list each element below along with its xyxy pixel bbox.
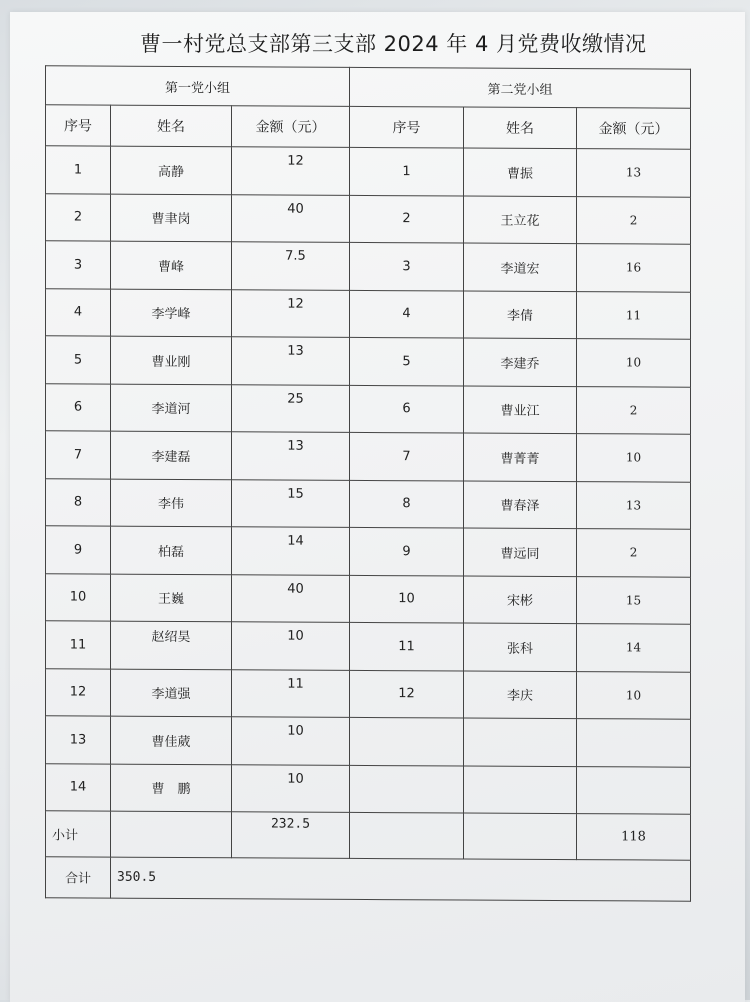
table-row	[46, 288, 691, 339]
member-name: 柏磊	[111, 526, 232, 574]
empty-cell	[350, 812, 464, 858]
member-name: 赵绍昊	[111, 621, 232, 669]
member-no: 12	[46, 668, 111, 716]
table-row	[46, 526, 691, 577]
member-no: 10	[350, 575, 464, 623]
member-amount	[577, 719, 691, 767]
table-row	[46, 478, 691, 529]
member-no: 4	[350, 290, 464, 338]
member-name: 曹佳葳	[111, 716, 232, 764]
member-name: 曹聿岗	[111, 194, 232, 242]
member-name: 李建磊	[111, 431, 232, 479]
member-no: 7	[46, 431, 111, 479]
table-row	[46, 193, 691, 244]
group2-subtotal: 118	[577, 814, 691, 860]
table-row	[46, 146, 691, 197]
member-no: 7	[350, 432, 464, 480]
subtotal-row	[46, 811, 691, 860]
member-amount: 10	[577, 671, 691, 719]
member-no: 5	[46, 336, 111, 384]
member-amount: 2	[577, 196, 691, 244]
total-value: 350.5	[111, 857, 691, 902]
member-name	[464, 718, 577, 766]
member-no	[350, 765, 464, 813]
party-fee-table	[45, 65, 691, 901]
member-name: 宋彬	[464, 576, 577, 624]
header-amount: 金额（元）	[232, 106, 350, 148]
table-row	[46, 668, 691, 719]
member-name: 曹业江	[464, 386, 577, 434]
member-no: 5	[350, 337, 464, 385]
member-amount: 40	[232, 194, 350, 242]
member-no: 14	[46, 763, 111, 811]
member-name: 曹菁菁	[464, 433, 577, 481]
member-no: 9	[350, 527, 464, 575]
subtotal-label: 小计	[46, 811, 111, 857]
member-amount: 15	[577, 576, 691, 624]
table-row	[46, 716, 691, 767]
header-amount: 金额（元）	[577, 108, 691, 150]
empty-cell	[464, 813, 577, 859]
member-no: 3	[350, 242, 464, 290]
table-row	[46, 383, 691, 434]
member-amount: 10	[577, 434, 691, 482]
member-no: 11	[350, 622, 464, 670]
member-no: 13	[46, 716, 111, 764]
member-no: 6	[350, 385, 464, 433]
group2-title: 第二党小组	[350, 67, 691, 108]
member-no: 10	[46, 573, 111, 621]
member-name: 李倩	[464, 291, 577, 339]
group1-subtotal: 232.5	[232, 812, 350, 858]
table-row	[46, 241, 691, 292]
member-amount: 11	[577, 291, 691, 339]
member-no: 8	[46, 478, 111, 526]
total-label: 合计	[46, 856, 111, 898]
member-amount: 12	[232, 289, 350, 337]
member-amount	[577, 766, 691, 814]
member-amount: 13	[577, 481, 691, 529]
member-amount: 25	[232, 384, 350, 432]
member-name: 曹春泽	[464, 481, 577, 529]
page-title: 曹一村党总支部第三支部 2024 年 4 月党费收缴情况	[140, 32, 647, 56]
empty-cell	[111, 811, 232, 857]
member-no: 8	[350, 480, 464, 528]
member-no: 1	[350, 147, 464, 195]
member-name: 李建乔	[464, 338, 577, 386]
member-no: 1	[46, 146, 111, 194]
group-header-row	[46, 66, 691, 108]
member-amount: 12	[232, 147, 350, 195]
member-name: 王立花	[464, 196, 577, 244]
member-name: 李道强	[111, 669, 232, 717]
member-no: 2	[46, 193, 111, 241]
member-name: 曹峰	[111, 241, 232, 289]
member-name: 曹远同	[464, 528, 577, 576]
member-amount: 13	[232, 337, 350, 385]
member-name: 曹振	[464, 148, 577, 196]
member-amount: 10	[577, 339, 691, 387]
table-row	[46, 336, 691, 387]
total-row	[46, 856, 691, 901]
member-name	[464, 766, 577, 814]
member-amount: 11	[232, 669, 350, 717]
member-name: 李伟	[111, 479, 232, 527]
member-name: 曹 鹏	[111, 764, 232, 812]
member-no: 9	[46, 526, 111, 574]
member-amount: 10	[232, 764, 350, 812]
member-no: 2	[350, 195, 464, 243]
header-no: 序号	[350, 106, 464, 148]
member-amount: 2	[577, 386, 691, 434]
member-name: 李学峰	[111, 289, 232, 337]
table-row	[46, 763, 691, 814]
member-amount: 13	[577, 149, 691, 197]
column-header-row	[46, 105, 691, 149]
member-no: 4	[46, 288, 111, 336]
group1-title: 第一党小组	[46, 66, 350, 107]
member-amount: 7.5	[232, 242, 350, 290]
table-body	[46, 66, 691, 901]
header-name: 姓名	[111, 105, 232, 147]
member-name: 李道河	[111, 384, 232, 432]
member-name: 李道宏	[464, 243, 577, 291]
table-row	[46, 431, 691, 482]
member-amount: 40	[232, 574, 350, 622]
member-no	[350, 717, 464, 765]
member-name: 张科	[464, 623, 577, 671]
header-no: 序号	[46, 105, 111, 146]
member-amount: 2	[577, 529, 691, 577]
table-row	[46, 621, 691, 672]
member-name: 曹业刚	[111, 336, 232, 384]
table-row	[46, 573, 691, 624]
member-name: 李庆	[464, 671, 577, 719]
member-amount: 15	[232, 479, 350, 527]
member-amount: 13	[232, 432, 350, 480]
member-name: 高静	[111, 146, 232, 194]
member-amount: 14	[577, 624, 691, 672]
member-amount: 10	[232, 717, 350, 765]
member-no: 3	[46, 241, 111, 289]
member-amount: 10	[232, 622, 350, 670]
member-no: 12	[350, 670, 464, 718]
header-name: 姓名	[464, 107, 577, 149]
member-amount: 14	[232, 527, 350, 575]
member-no: 6	[46, 383, 111, 431]
member-no: 11	[46, 621, 111, 669]
member-name: 王巍	[111, 574, 232, 622]
member-amount: 16	[577, 244, 691, 292]
